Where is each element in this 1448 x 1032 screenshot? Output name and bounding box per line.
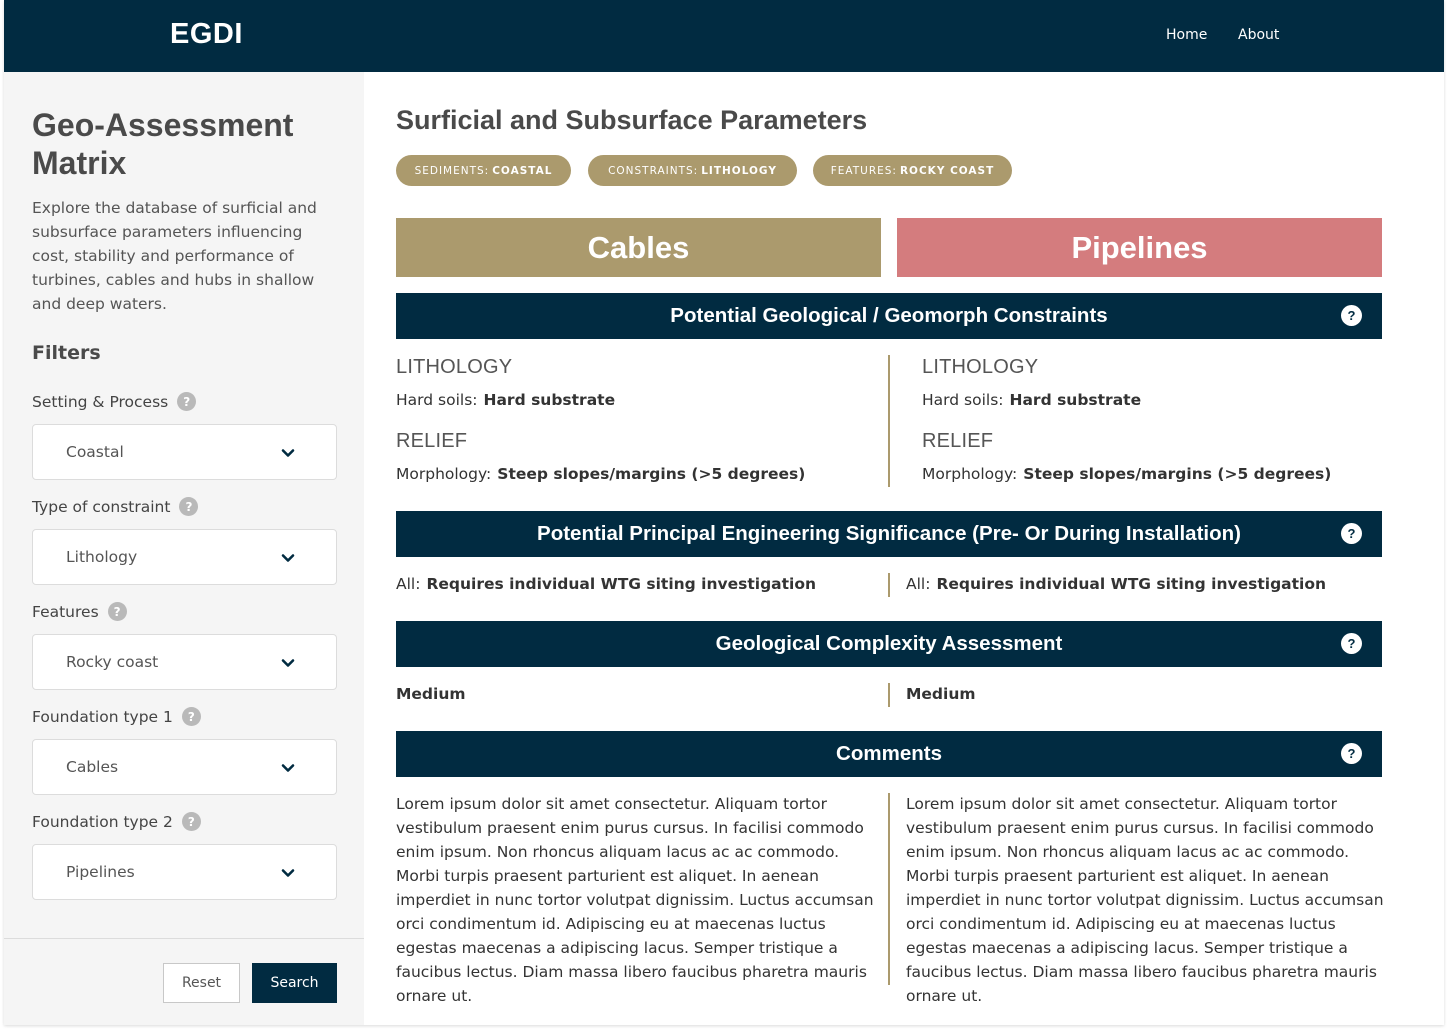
section-title: Potential Principal Engineering Significance (Pre- Or During Installation) [537,522,1241,545]
help-icon[interactable]: ? [1341,523,1362,544]
chevron-down-icon [280,550,296,566]
constraint-type-select[interactable] [32,529,337,585]
lithology-row-left [396,391,615,409]
sidebar [4,72,364,1025]
lithology-row-right [922,391,1141,409]
engineering-row-right [906,575,1326,593]
sidebar-divider [4,938,364,939]
help-icon[interactable]: ? [177,392,196,411]
kv-key: Morphology: [396,465,492,483]
kv-key: Hard soils: [922,391,1004,409]
filter-label-constraint [32,497,198,516]
chip-value: COASTAL [492,164,553,177]
help-icon[interactable]: ? [179,497,198,516]
section-title: Comments [836,742,942,765]
constraints-section-header [396,293,1382,339]
section-title: Geological Complexity Assessment [715,632,1063,655]
filter-label-text: Features [32,602,99,621]
kv-value: Steep slopes/margins (>5 degrees) [1023,465,1332,483]
nav-about-link[interactable]: About [1238,27,1280,43]
sidebar-description: Explore the database of surficial and subsurface parameters influencing cost, stability and performance of turbines, cables and hubs in shallow and deep waters. [32,199,317,313]
relief-heading-right: RELIEF [922,430,994,452]
brand-logo[interactable]: EGDI [170,18,243,50]
chevron-down-icon [280,445,296,461]
complexity-value-right: Medium [906,685,976,703]
select-value: Rocky coast [66,653,159,671]
comment-text-left: Lorem ipsum dolor sit amet consectetur. Aliquam tortor vestibulum praesent enim purus cursus. In facilisi commodo enim ipsum. Non rhoncus aliquam lacus ac ac commodo. Morbi turpis praesent parturient est aliquet. In aenean imperdiet in nunc tortor volutpat dignissim. Luctus accumsan orci condimentum id. Adipiscing eu at maecenas luctus egestas maecenas a adipiscing lacus. Semper tristique a faucibus lectus. Diam massa libero faucibus pharetra mauris ornare ut. [396,795,874,1005]
lithology-heading-right: LITHOLOGY [922,356,1039,378]
filter-label-foundation-1 [32,707,201,726]
kv-value: Requires individual WTG siting investigation [936,575,1327,593]
filter-chip-sediments[interactable] [396,155,571,186]
kv-value: Steep slopes/margins (>5 degrees) [497,465,806,483]
filter-label-features [32,602,127,621]
filters-heading: Filters [32,342,101,364]
section-title: Potential Geological / Geomorph Constraints [670,304,1108,327]
filter-label-text: Foundation type 2 [32,812,173,831]
chip-value: ROCKY COAST [899,164,995,177]
nav-home-link[interactable]: Home [1166,27,1208,43]
foundation-type-1-select[interactable] [32,739,337,795]
chip-value: LITHOLOGY [701,164,777,177]
features-select[interactable] [32,634,337,690]
kv-value: Hard substrate [1009,391,1142,409]
chip-key: FEATURES: [830,164,897,177]
column-divider [888,573,890,597]
comment-text-right: Lorem ipsum dolor sit amet consectetur. Aliquam tortor vestibulum praesent enim purus cursus. In facilisi commodo enim ipsum. Non rhoncus aliquam lacus ac ac commodo. Morbi turpis praesent parturient est aliquet. In aenean imperdiet in nunc tortor volutpat dignissim. Luctus accumsan orci condimentum id. Adipiscing eu at maecenas luctus egestas maecenas a adipiscing lacus. Semper tristique a faucibus lectus. Diam massa libero faucibus pharetra mauris ornare ut. [906,795,1384,1005]
engineering-section-header [396,511,1382,557]
reset-button[interactable]: Reset [163,963,240,1003]
filter-label-setting [32,392,196,411]
kv-key: All: [396,575,421,593]
select-value: Coastal [66,443,124,461]
filter-chip-features[interactable] [813,155,1012,186]
search-button[interactable]: Search [252,963,337,1003]
comments-section-header [396,731,1382,777]
filter-label-text: Type of constraint [32,497,171,516]
column-divider [888,683,890,707]
chevron-down-icon [280,655,296,671]
setting-process-select[interactable] [32,424,337,480]
chevron-down-icon [280,760,296,776]
complexity-value-left: Medium [396,685,466,703]
help-icon[interactable]: ? [1341,633,1362,654]
column-divider [888,355,890,487]
help-icon[interactable]: ? [182,812,201,831]
relief-row-right [922,465,1331,483]
chip-key: SEDIMENTS: [414,164,490,177]
help-icon[interactable]: ? [108,602,127,621]
kv-key: Morphology: [922,465,1018,483]
sidebar-title: Geo-Assessment Matrix [32,107,294,181]
relief-row-left [396,465,805,483]
column-divider [888,793,890,985]
filter-label-foundation-2 [32,812,201,831]
app-window [4,0,1444,1025]
top-navbar [4,0,1444,72]
cables-column-header[interactable]: Cables [396,218,881,277]
help-icon[interactable]: ? [1341,743,1362,764]
chip-key: CONSTRAINTS: [608,164,699,177]
select-value: Lithology [66,548,138,566]
complexity-section-header [396,621,1382,667]
select-value: Pipelines [66,863,135,881]
lithology-heading-left: LITHOLOGY [396,356,513,378]
relief-heading-left: RELIEF [396,430,468,452]
kv-value: Requires individual WTG siting investigation [426,575,817,593]
chevron-down-icon [280,865,296,881]
page-title: Surficial and Subsurface Parameters [396,105,868,135]
filter-label-text: Foundation type 1 [32,707,173,726]
filter-chip-constraints[interactable] [588,155,797,186]
filter-label-text: Setting & Process [32,392,169,411]
pipelines-column-header[interactable]: Pipelines [897,218,1382,277]
kv-key: All: [906,575,931,593]
select-value: Cables [66,758,119,776]
help-icon[interactable]: ? [182,707,201,726]
foundation-type-2-select[interactable] [32,844,337,900]
kv-value: Hard substrate [483,391,616,409]
help-icon[interactable]: ? [1341,305,1362,326]
kv-key: Hard soils: [396,391,478,409]
engineering-row-left [396,575,816,593]
